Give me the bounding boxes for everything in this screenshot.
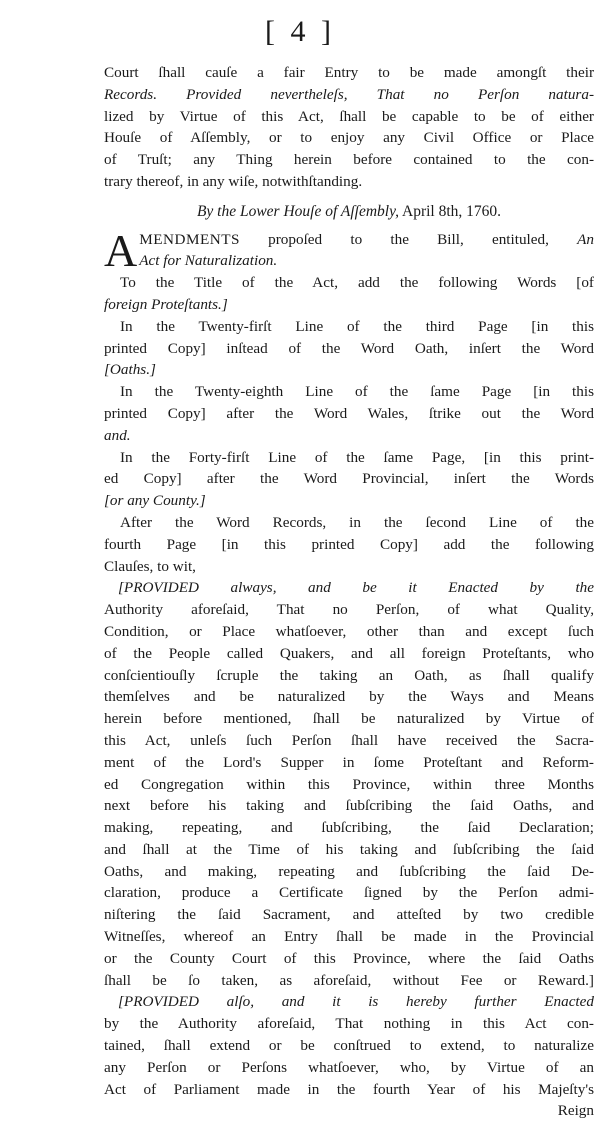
text-line: Act of Parliament made in the fourth Year of his Majeſty's: [104, 1080, 594, 1098]
text-line: trary thereof, in any wiſe, notwithſtanding.: [104, 172, 363, 190]
drop-cap: A: [104, 224, 138, 276]
intro-paragraph: [104, 62, 594, 193]
text-line: lized by Virtue of this Act, ſhall be capable to be of either: [104, 107, 594, 125]
text-line: printed Copy] after the Word Wales, ſtrike out the Word: [104, 404, 594, 422]
text-line: foreign Proteſtants.]: [104, 295, 228, 313]
text-line: [PROVIDED alſo, and it is hereby further Enacted: [118, 993, 594, 1011]
signature-date: April 8th, 1760.: [402, 202, 502, 220]
text-line: [or any County.]: [104, 492, 206, 510]
page-number: [ 4 ]: [265, 15, 335, 48]
heading-italic: An: [577, 230, 594, 248]
text-line: tained, ſhall extend or be conſtrued to extend, to naturalize: [104, 1037, 594, 1055]
text-line: Houſe of Aſſembly, or to enjoy any Civil Office or Place: [104, 129, 594, 147]
text-line: In the Twenty-eighth Line of the ſame Page [in this: [120, 383, 594, 401]
text-line: making, repeating, and ſubſcribing, the ſaid Declaration;: [104, 819, 594, 837]
text-line: In the Twenty-firſt Line of the third Page [in this: [120, 317, 594, 335]
amendment-3: [104, 381, 594, 446]
clause-2: [104, 991, 594, 1100]
signature-line: [104, 201, 594, 223]
text-line: next before his taking and ſubſcribing the ſaid Oaths, and: [104, 797, 594, 815]
text-line: After the Word Records, in the ſecond Line of the: [120, 513, 594, 531]
amendment-5: [104, 512, 594, 577]
text-line: ſhall be ſo taken, as aforeſaid, without Fee or Reward.]: [104, 971, 594, 989]
text-line: fourth Page [in this printed Copy] add the following: [104, 535, 594, 553]
text-line: Witneſſes, whereof an Entry ſhall be made in the Provincial: [104, 928, 594, 946]
text-line: by the Authority aforeſaid, That nothing in this Act con-: [104, 1015, 594, 1033]
bill-title: Act for Naturalization.: [139, 252, 278, 270]
document-text: [104, 62, 594, 1122]
amendment-4: [104, 447, 594, 512]
text-line: [PROVIDED always, and be it Enacted by the: [118, 579, 594, 597]
text-line: [Oaths.]: [104, 361, 156, 379]
text-line: and.: [104, 426, 131, 444]
text-line: Court ſhall cauſe a fair Entry to be made amongſt their: [104, 64, 594, 81]
text-line: and ſhall at the Time of his taking and ſubſcribing the ſaid: [104, 840, 594, 858]
text-line: of the People called Quakers, and all foreign Proteſtants, who: [104, 644, 594, 662]
text-line: any Perſon or Perſons whatſoever, who, by Virtue of an: [104, 1058, 594, 1076]
signature-text: By the Lower Houſe of Aſſembly,: [196, 202, 399, 220]
heading-rest: propoſed to the Bill, entituled,: [268, 230, 549, 248]
text-line: printed Copy] inſtead of the Word Oath, inſert the Word: [104, 339, 594, 357]
text-line: To the Title of the Act, add the following Words [of: [120, 274, 594, 292]
text-line: of Truſt; any Thing herein before contained to the con-: [104, 151, 594, 169]
text-line: this Act, unleſs ſuch Perſon ſhall have received the Sacra-: [104, 731, 594, 749]
catchword: Reign: [557, 1102, 594, 1120]
text-line: or the County Court of this Province, where the ſaid Oaths: [104, 949, 594, 967]
heading-caps: MENDMENTS: [139, 230, 240, 248]
amendments-heading: [104, 224, 594, 276]
text-line: Clauſes, to wit,: [104, 557, 196, 575]
amendment-1: [104, 272, 594, 316]
amendment-2: [104, 316, 594, 381]
text-line: claration, produce a Certificate ſigned by the Perſon admi-: [104, 884, 594, 902]
text-line: Records. Provided nevertheleſs, That no Perſon natura-: [104, 85, 594, 103]
text-line: ment of the Lord's Supper in ſome Proteſtant and Reform-: [104, 753, 594, 771]
text-line: ed Congregation within this Province, within three Months: [104, 775, 594, 793]
text-line: niſtering the ſaid Sacrament, and atteſted by two credible: [104, 906, 594, 924]
text-line: Authority aforeſaid, That no Perſon, of what Quality,: [104, 601, 594, 619]
heading-line: [139, 229, 594, 251]
text-line: themſelves and be naturalized by the Ways and Means: [104, 688, 594, 706]
clause-1: [104, 577, 594, 991]
text-line: conſcientiouſly ſcruple the taking an Oath, as ſhall qualify: [104, 666, 594, 684]
text-line: herein before mentioned, ſhall be naturalized by Virtue of: [104, 710, 594, 728]
text-line: Oaths, and making, repeating and ſubſcribing the ſaid De-: [104, 862, 594, 880]
text-line: Condition, or Place whatſoever, other than and except ſuch: [104, 622, 594, 640]
text-line: ed Copy] after the Word Provincial, inſert the Words: [104, 470, 594, 488]
text-line: In the Forty-firſt Line of the ſame Page, [in this print-: [120, 448, 594, 466]
